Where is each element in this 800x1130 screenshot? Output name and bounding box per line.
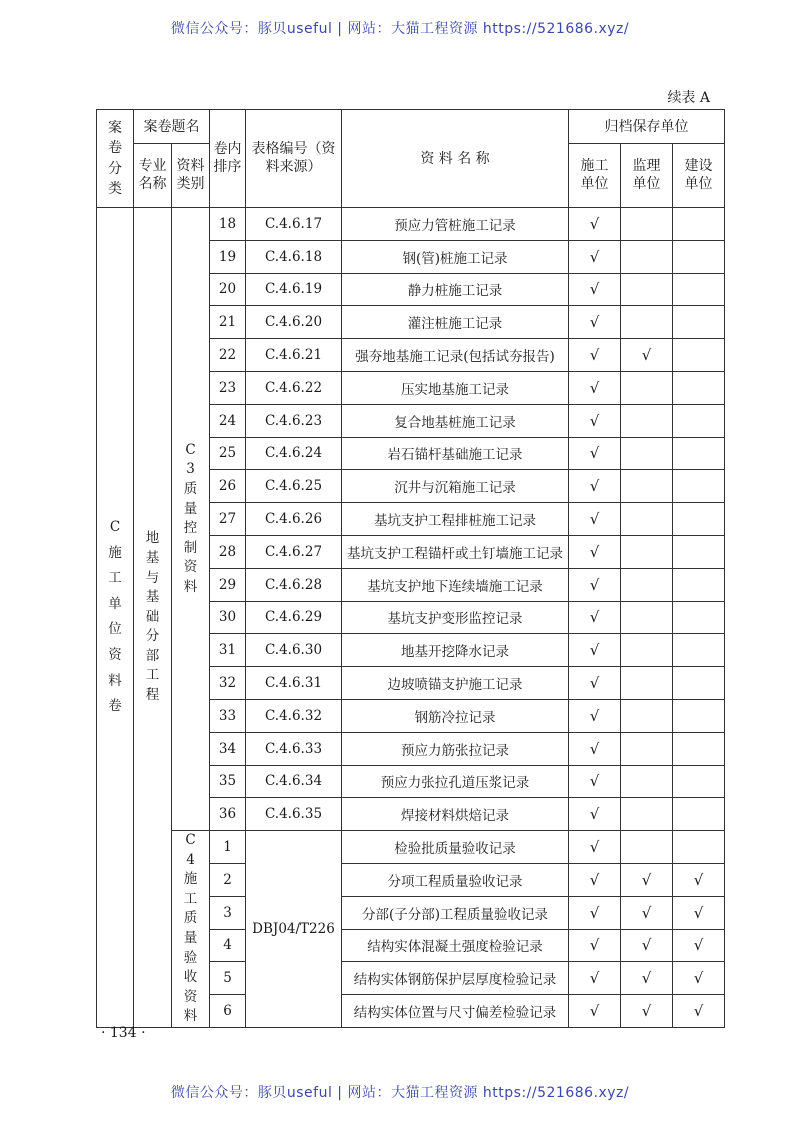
row-material-name: 强夯地基施工记录(包括试夯报告) <box>342 339 569 372</box>
table-row <box>97 831 725 864</box>
row-material-name: 分项工程质量验收记录 <box>342 863 569 896</box>
row-check-construction: √ <box>569 634 621 667</box>
row-material-name: 结构实体位置与尺寸偏差检验记录 <box>342 995 569 1028</box>
row-check-supervision: √ <box>621 339 673 372</box>
row-check-owner <box>673 601 725 634</box>
row-check-owner <box>673 240 725 273</box>
row-material-name: 地基开挖降水记录 <box>342 634 569 667</box>
row-check-owner <box>673 765 725 798</box>
row-check-construction: √ <box>569 273 621 306</box>
row-check-supervision: √ <box>621 929 673 962</box>
row-material-name: 分部(子分部)工程质量验收记录 <box>342 896 569 929</box>
row-check-construction: √ <box>569 470 621 503</box>
row-material-name: 预应力筋张拉记录 <box>342 732 569 765</box>
row-material-name: 基坑支护变形监控记录 <box>342 601 569 634</box>
row-check-supervision <box>621 240 673 273</box>
row-order: 4 <box>210 929 246 962</box>
row-order: 26 <box>210 470 246 503</box>
row-check-owner <box>673 732 725 765</box>
row-check-owner: √ <box>673 962 725 995</box>
row-material-name: 复合地基桩施工记录 <box>342 404 569 437</box>
row-form-code: C.4.6.35 <box>246 798 342 831</box>
row-check-supervision: √ <box>621 896 673 929</box>
row-form-code: C.4.6.23 <box>246 404 342 437</box>
category-label: C施工单位资料卷 <box>108 518 122 715</box>
row-check-owner: √ <box>673 995 725 1028</box>
row-check-construction: √ <box>569 732 621 765</box>
row-check-supervision <box>621 601 673 634</box>
row-check-construction: √ <box>569 404 621 437</box>
row-check-owner <box>673 208 725 241</box>
row-form-code: C.4.6.29 <box>246 601 342 634</box>
category-cell <box>97 208 134 1028</box>
row-form-code: C.4.6.34 <box>246 765 342 798</box>
row-check-supervision <box>621 437 673 470</box>
row-order: 34 <box>210 732 246 765</box>
row-check-owner <box>673 339 725 372</box>
row-check-owner <box>673 470 725 503</box>
header-unit-supervision: 监理单位 <box>621 144 673 208</box>
continued-label: 续表 A <box>667 90 710 106</box>
header-form-no: 表格编号（资料来源） <box>246 110 342 208</box>
row-check-owner <box>673 699 725 732</box>
page-number: · 134 · <box>101 1025 146 1041</box>
row-order: 20 <box>210 273 246 306</box>
row-check-construction: √ <box>569 831 621 864</box>
row-check-supervision <box>621 798 673 831</box>
group-c3-cell <box>172 208 210 831</box>
specialty-label: 地基与基础分部工程 <box>145 530 160 703</box>
row-check-supervision: √ <box>621 863 673 896</box>
row-material-name: 检验批质量验收记录 <box>342 831 569 864</box>
row-check-supervision <box>621 503 673 536</box>
header-category: 案卷分类 <box>97 110 134 208</box>
row-check-owner <box>673 634 725 667</box>
row-material-name: 静力桩施工记录 <box>342 273 569 306</box>
row-order: 1 <box>210 831 246 864</box>
row-check-owner <box>673 831 725 864</box>
row-check-supervision <box>621 535 673 568</box>
row-check-owner <box>673 503 725 536</box>
specialty-cell <box>134 208 172 1028</box>
row-form-code: C.4.6.31 <box>246 667 342 700</box>
row-form-code: C.4.6.22 <box>246 371 342 404</box>
row-material-name: 结构实体钢筋保护层厚度检验记录 <box>342 962 569 995</box>
row-order: 2 <box>210 863 246 896</box>
row-form-code: C.4.6.20 <box>246 306 342 339</box>
row-check-construction: √ <box>569 437 621 470</box>
row-check-supervision <box>621 306 673 339</box>
row-check-construction: √ <box>569 798 621 831</box>
row-order: 19 <box>210 240 246 273</box>
row-form-code: C.4.6.33 <box>246 732 342 765</box>
row-order: 18 <box>210 208 246 241</box>
row-material-name: 基坑支护工程排桩施工记录 <box>342 503 569 536</box>
row-order: 22 <box>210 339 246 372</box>
row-check-construction: √ <box>569 535 621 568</box>
row-check-construction: √ <box>569 568 621 601</box>
row-check-owner <box>673 535 725 568</box>
row-check-construction: √ <box>569 863 621 896</box>
header-order: 卷内排序 <box>210 110 246 208</box>
row-check-owner <box>673 437 725 470</box>
row-check-owner: √ <box>673 929 725 962</box>
row-order: 21 <box>210 306 246 339</box>
group-c3-label: C3质量控制资料 <box>183 441 198 595</box>
row-order: 33 <box>210 699 246 732</box>
archive-table <box>96 109 725 1028</box>
row-check-owner <box>673 273 725 306</box>
header-volume-title: 案卷题名 <box>134 110 210 144</box>
row-check-supervision <box>621 831 673 864</box>
row-check-construction: √ <box>569 306 621 339</box>
row-check-construction: √ <box>569 995 621 1028</box>
row-check-supervision <box>621 699 673 732</box>
group-c4-cell <box>172 831 210 1028</box>
row-check-owner: √ <box>673 863 725 896</box>
row-form-code: C.4.6.27 <box>246 535 342 568</box>
table-row <box>97 208 725 241</box>
row-order: 29 <box>210 568 246 601</box>
row-material-name: 沉井与沉箱施工记录 <box>342 470 569 503</box>
row-check-supervision <box>621 667 673 700</box>
header-unit-construction: 施工单位 <box>569 144 621 208</box>
row-check-construction: √ <box>569 339 621 372</box>
row-check-construction: √ <box>569 896 621 929</box>
row-check-construction: √ <box>569 503 621 536</box>
row-check-construction: √ <box>569 765 621 798</box>
watermark-top: 微信公众号：豚贝useful | 网站：大猫工程资源 https://521686.xyz/ <box>170 21 630 37</box>
row-check-supervision <box>621 765 673 798</box>
row-check-supervision <box>621 568 673 601</box>
header-specialty: 专业名称 <box>134 144 172 208</box>
row-material-name: 基坑支护地下连续墙施工记录 <box>342 568 569 601</box>
row-material-name: 预应力管桩施工记录 <box>342 208 569 241</box>
row-form-code: C.4.6.24 <box>246 437 342 470</box>
row-order: 25 <box>210 437 246 470</box>
header-archive-units: 归档保存单位 <box>569 110 725 144</box>
row-check-construction: √ <box>569 929 621 962</box>
row-material-name: 结构实体混凝土强度检验记录 <box>342 929 569 962</box>
watermark-bottom: 微信公众号：豚贝useful | 网站：大猫工程资源 https://521686.xyz/ <box>170 1085 630 1101</box>
row-check-owner <box>673 798 725 831</box>
row-check-supervision <box>621 470 673 503</box>
row-check-owner <box>673 306 725 339</box>
row-check-supervision <box>621 732 673 765</box>
row-check-construction: √ <box>569 667 621 700</box>
row-check-supervision: √ <box>621 962 673 995</box>
row-material-name: 焊接材料烘焙记录 <box>342 798 569 831</box>
row-material-name: 基坑支护工程锚杆或土钉墙施工记录 <box>342 535 569 568</box>
row-form-code: C.4.6.17 <box>246 208 342 241</box>
row-form-code: C.4.6.32 <box>246 699 342 732</box>
row-form-code: C.4.6.21 <box>246 339 342 372</box>
row-order: 30 <box>210 601 246 634</box>
row-check-construction: √ <box>569 962 621 995</box>
row-form-code: C.4.6.18 <box>246 240 342 273</box>
row-order: 5 <box>210 962 246 995</box>
row-check-supervision <box>621 404 673 437</box>
row-material-name: 钢(管)桩施工记录 <box>342 240 569 273</box>
row-check-supervision: √ <box>621 995 673 1028</box>
row-form-code: C.4.6.19 <box>246 273 342 306</box>
row-check-construction: √ <box>569 371 621 404</box>
row-check-owner <box>673 371 725 404</box>
row-order: 3 <box>210 896 246 929</box>
row-check-supervision <box>621 273 673 306</box>
row-check-owner <box>673 667 725 700</box>
row-order: 23 <box>210 371 246 404</box>
row-check-construction: √ <box>569 240 621 273</box>
header-unit-owner: 建设单位 <box>673 144 725 208</box>
row-check-supervision <box>621 371 673 404</box>
row-check-construction: √ <box>569 699 621 732</box>
row-order: 6 <box>210 995 246 1028</box>
row-check-owner <box>673 404 725 437</box>
row-material-name: 预应力张拉孔道压浆记录 <box>342 765 569 798</box>
row-material-name: 边坡喷锚支护施工记录 <box>342 667 569 700</box>
row-material-name: 灌注桩施工记录 <box>342 306 569 339</box>
row-order: 36 <box>210 798 246 831</box>
row-order: 35 <box>210 765 246 798</box>
row-check-owner: √ <box>673 896 725 929</box>
header-material-name: 资 料 名 称 <box>342 110 569 208</box>
row-check-construction: √ <box>569 208 621 241</box>
row-order: 28 <box>210 535 246 568</box>
row-material-name: 岩石锚杆基础施工记录 <box>342 437 569 470</box>
row-form-code: C.4.6.30 <box>246 634 342 667</box>
row-material-name: 压实地基施工记录 <box>342 371 569 404</box>
row-order: 31 <box>210 634 246 667</box>
row-check-supervision <box>621 634 673 667</box>
row-form-code: C.4.6.25 <box>246 470 342 503</box>
row-order: 27 <box>210 503 246 536</box>
header-material-type: 资料类别 <box>172 144 210 208</box>
row-material-name: 钢筋冷拉记录 <box>342 699 569 732</box>
row-order: 24 <box>210 404 246 437</box>
row-check-supervision <box>621 208 673 241</box>
row-form-code: C.4.6.26 <box>246 503 342 536</box>
c4-form-source: DBJ04/T226 <box>246 831 342 1028</box>
row-check-owner <box>673 568 725 601</box>
group-c4-label: C4施工质量验收资料 <box>183 832 198 1025</box>
row-check-construction: √ <box>569 601 621 634</box>
row-order: 32 <box>210 667 246 700</box>
row-form-code: C.4.6.28 <box>246 568 342 601</box>
